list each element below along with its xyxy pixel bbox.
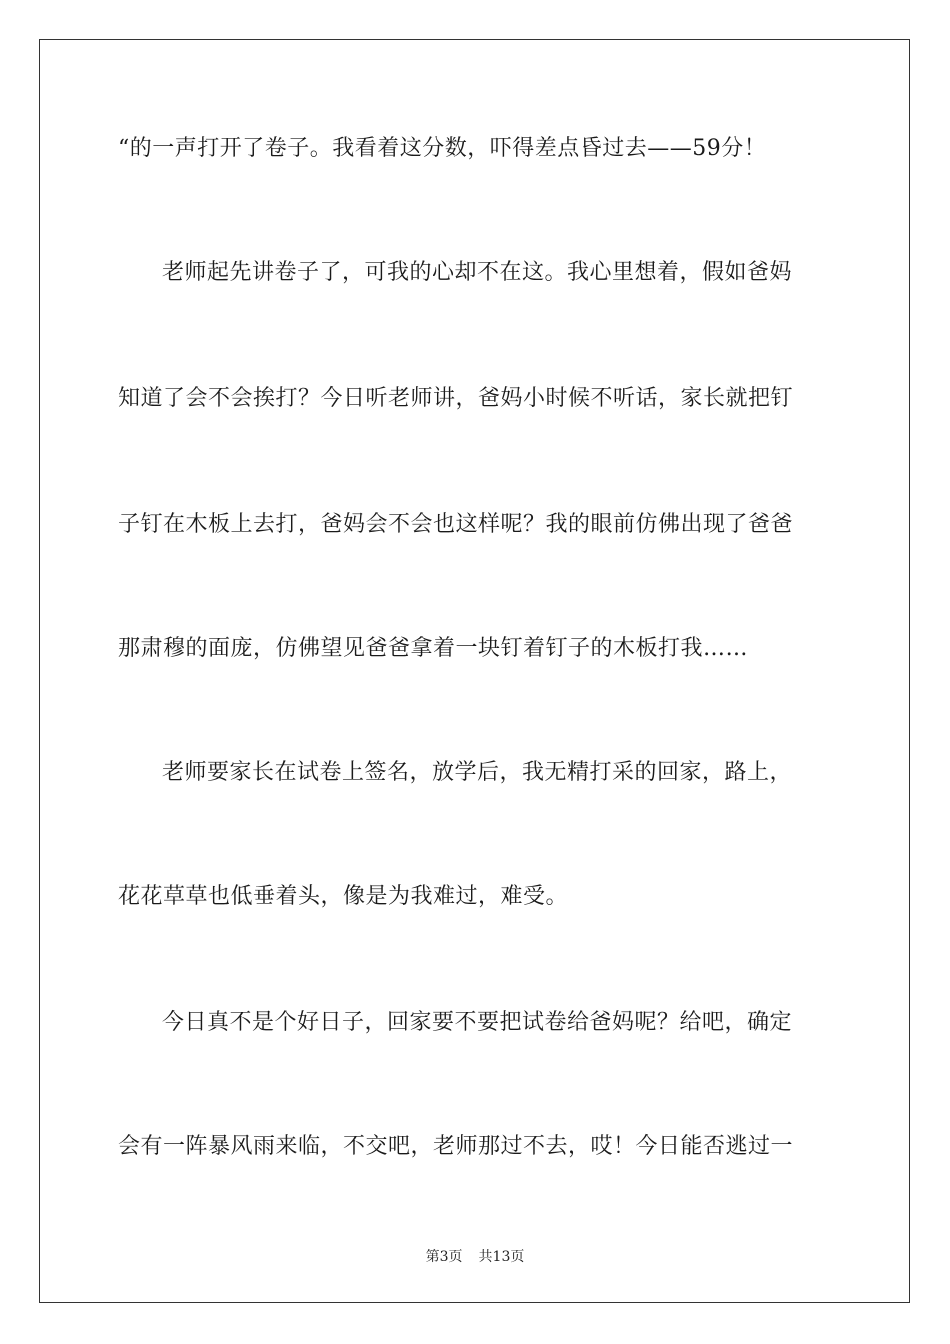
total-pages: 共13页 [478, 1249, 525, 1265]
page-footer [0, 1248, 950, 1266]
text-line-1: “的一声打开了卷子。我看着这分数，吓得差点昏过去——59分！ [118, 136, 767, 161]
page-number: 第3页 [425, 1249, 463, 1265]
text-line-8: 今日真不是个好日子，回家要不要把试卷给爸妈呢？给吧，确定 [162, 1010, 793, 1035]
text-line-2: 老师起先讲卷子了，可我的心却不在这。我心里想着，假如爸妈 [162, 260, 793, 285]
text-line-6: 老师要家长在试卷上签名，放学后，我无精打采的回家，路上， [162, 760, 793, 785]
text-line-9: 会有一阵暴风雨来临，不交吧，老师那过不去，哎！今日能否逃过一 [118, 1134, 794, 1159]
text-line-4: 子钉在木板上去打，爸妈会不会也这样呢？我的眼前仿佛出现了爸爸 [118, 512, 794, 537]
text-line-3: 知道了会不会挨打？今日听老师讲，爸妈小时候不听话，家长就把钉 [118, 386, 794, 411]
text-line-7: 花花草草也低垂着头，像是为我难过，难受。 [118, 884, 569, 909]
text-line-5: 那肃穆的面庞，仿佛望见爸爸拿着一块钉着钉子的木板打我…… [118, 636, 749, 661]
page-border [39, 39, 910, 1303]
